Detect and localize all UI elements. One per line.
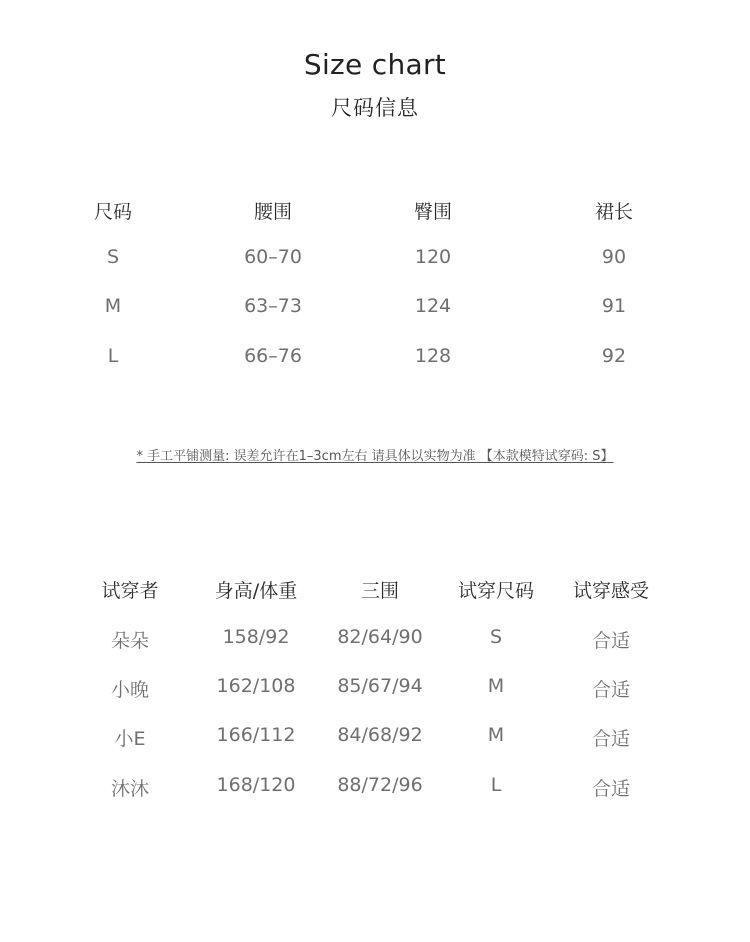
size-table-cell: 124: [414, 295, 452, 317]
size-table-cell: 66–76: [244, 345, 302, 367]
tryon-cell: 小E: [114, 728, 146, 750]
tryon-header-size: 试穿尺码: [457, 580, 535, 602]
tryon-cell: 168/120: [216, 774, 296, 796]
page-title-en: Size chart: [303, 48, 447, 81]
size-table-cell: M: [104, 295, 122, 317]
size-table-header-length: 裙长: [594, 201, 634, 223]
tryon-cell: 沐沐: [110, 778, 150, 800]
tryon-cell: 朵朵: [110, 630, 150, 652]
tryon-cell: M: [487, 724, 505, 746]
tryon-cell: 158/92: [222, 626, 290, 648]
tryon-cell: 合适: [591, 728, 631, 750]
size-table-cell: S: [106, 246, 120, 268]
size-table-cell: 91: [601, 295, 627, 317]
size-table-cell: L: [107, 345, 119, 367]
tryon-header-tester: 试穿者: [101, 580, 159, 602]
size-table-cell: 90: [601, 246, 627, 268]
tryon-header-measurements: 三围: [360, 580, 400, 602]
size-table-cell: 120: [414, 246, 452, 268]
size-table-cell: 92: [601, 345, 627, 367]
tryon-cell: 小晚: [110, 679, 150, 701]
tryon-cell: 合适: [591, 630, 631, 652]
tryon-cell: 162/108: [216, 675, 296, 697]
size-table-cell: 128: [414, 345, 452, 367]
tryon-cell: S: [489, 626, 503, 648]
size-table-cell: 63–73: [244, 295, 302, 317]
tryon-cell: 合适: [591, 778, 631, 800]
tryon-header-fit: 试穿感受: [572, 580, 650, 602]
size-table-header-hip: 臀围: [413, 201, 453, 223]
tryon-cell: 合适: [591, 679, 631, 701]
tryon-cell: 88/72/96: [337, 774, 423, 796]
tryon-cell: 85/67/94: [337, 675, 423, 697]
measurement-note-text: * 手工平铺测量: 误差允许在1–3cm左右 请具体以实物为准 【本款模特试穿码: S】: [136, 449, 614, 464]
tryon-cell: 84/68/92: [337, 724, 423, 746]
tryon-cell: 82/64/90: [337, 626, 423, 648]
measurement-note: [0, 445, 750, 464]
tryon-cell: L: [490, 774, 502, 796]
size-table-header-size: 尺码: [93, 201, 133, 223]
tryon-cell: M: [487, 675, 505, 697]
size-table-header-waist: 腰围: [253, 201, 293, 223]
page-title-zh: 尺码信息: [331, 96, 419, 120]
size-table-cell: 60–70: [244, 246, 302, 268]
tryon-cell: 166/112: [216, 724, 296, 746]
tryon-header-height-weight: 身高/体重: [214, 580, 298, 602]
